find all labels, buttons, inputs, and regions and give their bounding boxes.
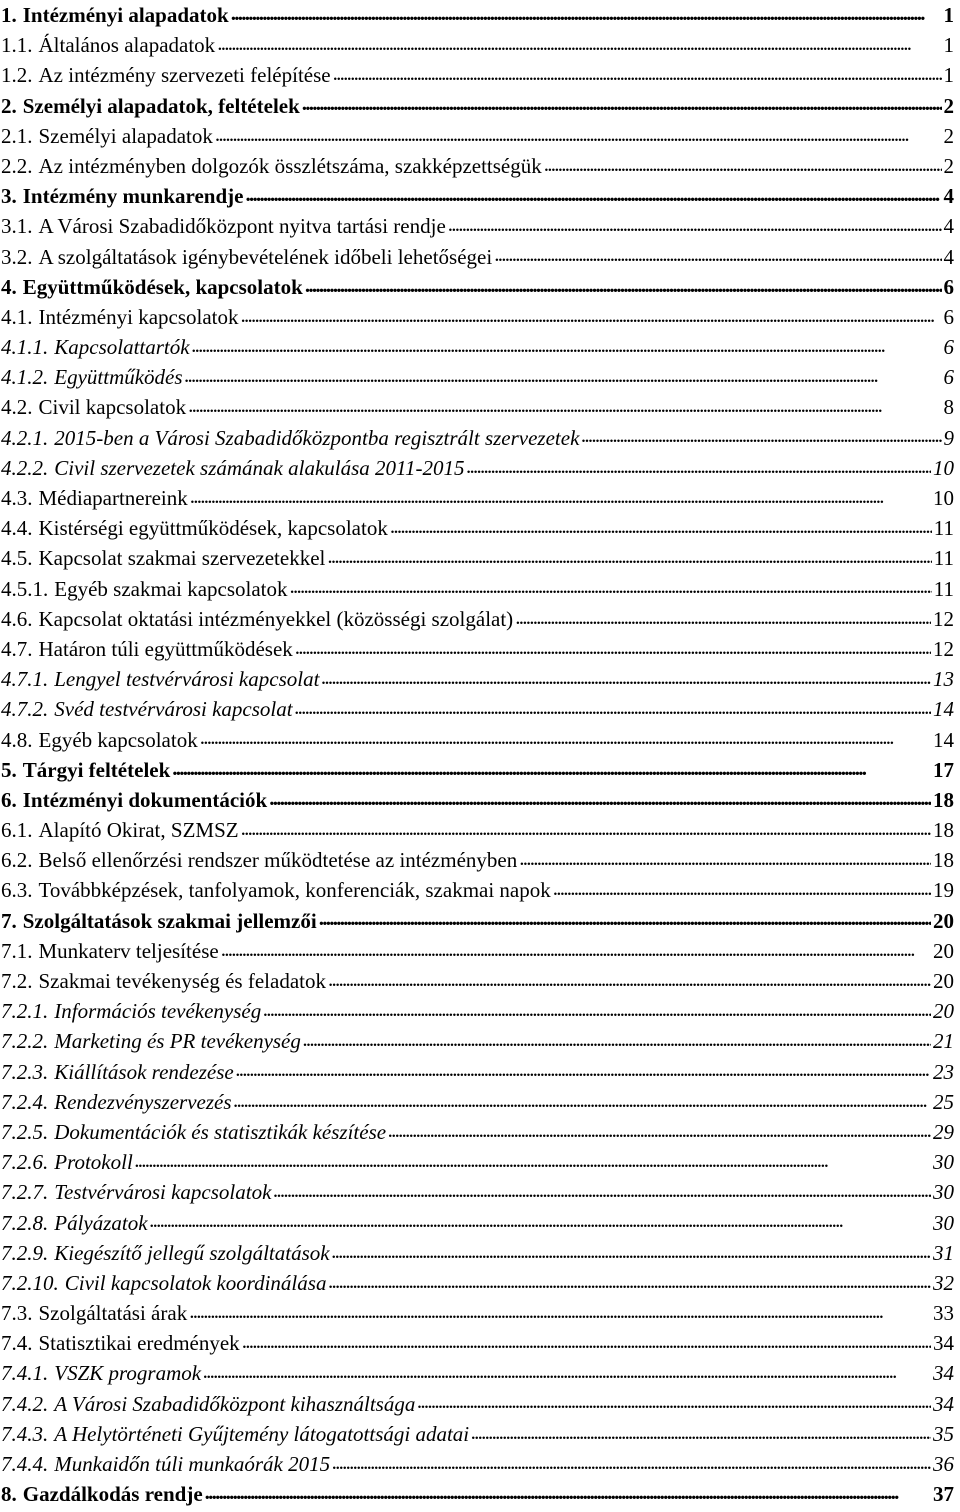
toc-entry-page: 4 bbox=[943, 244, 954, 269]
toc-entry-number: 4.3. bbox=[1, 486, 33, 510]
toc-entry-page: 36 bbox=[933, 1452, 954, 1476]
toc-dot-leader bbox=[290, 575, 932, 596]
toc-entry-title: Szakmai tevékenység és feladatok bbox=[38, 969, 326, 993]
toc-entry-title: Szolgáltatások szakmai jellemzői bbox=[22, 908, 317, 933]
toc-dot-leader bbox=[471, 1420, 931, 1441]
toc-entry-page: 20 bbox=[933, 938, 954, 963]
toc-entry-number: 2.1. bbox=[1, 123, 33, 148]
toc-dot-leader bbox=[190, 484, 931, 505]
toc-entry-page: 29 bbox=[933, 1119, 954, 1144]
toc-entry-page: 10 bbox=[933, 455, 954, 480]
toc-entry-page: 19 bbox=[933, 878, 954, 903]
toc-entry[interactable] bbox=[1, 30, 954, 60]
toc-entry-title: Általános alapadatok bbox=[38, 33, 216, 58]
toc-entry-title: A Helytörténeti Gyűjtemény látogatottsági adatai bbox=[54, 1421, 470, 1446]
toc-entry[interactable] bbox=[1, 483, 954, 513]
toc-entry-number: 7.4. bbox=[1, 1331, 33, 1356]
toc-entry-number: 4.7.1. bbox=[1, 667, 49, 692]
toc-entry[interactable] bbox=[1, 0, 954, 30]
toc-entry[interactable] bbox=[1, 1389, 954, 1419]
toc-entry[interactable] bbox=[1, 725, 954, 755]
toc-entry-number: 4.2.1. bbox=[1, 425, 49, 450]
toc-entry-page: 20 bbox=[933, 999, 954, 1024]
toc-entry-number: 6.1. bbox=[1, 818, 33, 843]
toc-entry-number: 4.5. bbox=[1, 546, 33, 571]
toc-dot-leader bbox=[200, 726, 931, 747]
toc-entry[interactable] bbox=[1, 60, 954, 90]
toc-entry[interactable] bbox=[1, 815, 954, 845]
toc-entry[interactable] bbox=[1, 392, 954, 422]
toc-entry[interactable] bbox=[1, 906, 954, 936]
toc-entry-page: 6 bbox=[943, 274, 954, 299]
toc-entry[interactable] bbox=[1, 453, 954, 483]
toc-dot-leader bbox=[150, 1209, 931, 1230]
toc-entry[interactable] bbox=[1, 875, 954, 905]
toc-entry-title: Civil kapcsolatok koordinálása bbox=[64, 1270, 327, 1295]
toc-entry-number: 4.4. bbox=[1, 516, 33, 541]
toc-entry-number: 5. bbox=[1, 757, 17, 782]
toc-entry-page: 2 bbox=[943, 93, 954, 118]
toc-entry-page: 6 bbox=[943, 335, 954, 360]
toc-entry-number: 7.2.9. bbox=[1, 1240, 49, 1265]
toc-entry-number: 7.2.4. bbox=[1, 1089, 49, 1114]
toc-entry-page: 2 bbox=[943, 123, 954, 148]
toc-entry-number: 3.2. bbox=[1, 244, 33, 269]
toc-entry-page: 12 bbox=[933, 636, 954, 661]
toc-entry-page: 12 bbox=[933, 606, 954, 631]
toc-entry-title: Munkaidőn túli munkaórák 2015 bbox=[54, 1452, 331, 1476]
toc-dot-leader bbox=[189, 1299, 931, 1320]
toc-entry[interactable] bbox=[1, 1268, 954, 1298]
toc-entry-title: Médiapartnereink bbox=[38, 486, 188, 510]
toc-entry[interactable] bbox=[1, 1238, 954, 1268]
toc-entry-title: Az intézmény szervezeti felépítése bbox=[38, 63, 331, 88]
toc-entry-title: Munkaterv teljesítése bbox=[38, 938, 219, 963]
toc-entry-title: Belső ellenőrzési rendszer működtetése az intézményben bbox=[38, 848, 518, 873]
toc-dot-leader bbox=[305, 273, 942, 294]
toc-dot-leader bbox=[417, 1390, 931, 1411]
toc-dot-leader bbox=[192, 333, 942, 354]
toc-entry-number: 6.2. bbox=[1, 848, 33, 873]
toc-entry-number: 4.7. bbox=[1, 636, 33, 661]
toc-entry[interactable] bbox=[1, 1479, 954, 1509]
toc-entry-title: Együttműködések, kapcsolatok bbox=[22, 274, 303, 299]
toc-entry-page: 18 bbox=[933, 848, 954, 873]
toc-dot-leader bbox=[302, 92, 942, 113]
toc-entry[interactable] bbox=[1, 755, 954, 785]
toc-entry-number: 8. bbox=[1, 1482, 17, 1507]
toc-dot-leader bbox=[328, 1269, 931, 1290]
toc-entry-number: 4.2.2. bbox=[1, 455, 49, 480]
toc-entry-title: Svéd testvérvárosi kapcsolat bbox=[54, 697, 293, 722]
toc-entry-title: Rendezvényszervezés bbox=[54, 1089, 232, 1114]
toc-dot-leader bbox=[185, 363, 942, 384]
toc-entry-number: 7.2.7. bbox=[1, 1180, 49, 1205]
toc-entry-title: Lengyel testvérvárosi kapcsolat bbox=[54, 667, 320, 692]
toc-entry-title: Marketing és PR tevékenység bbox=[54, 1029, 301, 1054]
toc-entry[interactable] bbox=[1, 634, 954, 664]
toc-entry-page: 37 bbox=[933, 1482, 954, 1507]
toc-dot-leader bbox=[553, 876, 931, 897]
toc-dot-leader bbox=[203, 1359, 931, 1380]
toc-entry-page: 6 bbox=[943, 304, 954, 329]
toc-entry[interactable] bbox=[1, 423, 954, 453]
toc-dot-leader bbox=[172, 756, 931, 777]
toc-entry-number: 4.8. bbox=[1, 727, 33, 752]
toc-dot-leader bbox=[236, 1058, 931, 1079]
toc-entry[interactable] bbox=[1, 1026, 954, 1056]
toc-entry-page: 11 bbox=[933, 576, 954, 601]
toc-entry-title: VSZK programok bbox=[54, 1361, 202, 1386]
toc-entry-number: 7.2.8. bbox=[1, 1210, 49, 1235]
toc-dot-leader bbox=[333, 61, 942, 82]
toc-entry-title: Testvérvárosi kapcsolatok bbox=[54, 1180, 272, 1205]
toc-dot-leader bbox=[515, 605, 931, 626]
toc-entry[interactable] bbox=[1, 1419, 954, 1449]
toc-dot-leader bbox=[205, 1480, 931, 1501]
toc-entry-page: 20 bbox=[933, 969, 954, 993]
toc-entry-title: Intézményi alapadatok bbox=[22, 3, 229, 27]
toc-dot-leader bbox=[245, 182, 941, 203]
toc-dot-leader bbox=[321, 665, 931, 686]
toc-dot-leader bbox=[217, 31, 941, 52]
toc-entry-page: 4 bbox=[943, 184, 954, 209]
toc-entry[interactable] bbox=[1, 1087, 954, 1117]
toc-entry-page: 11 bbox=[933, 546, 954, 571]
toc-entry[interactable] bbox=[1, 1358, 954, 1388]
toc-entry-number: 1. bbox=[1, 3, 17, 27]
toc-entry-page: 1 bbox=[943, 3, 954, 27]
toc-entry-title: Kiállítások rendezése bbox=[54, 1059, 234, 1084]
toc-entry-page: 33 bbox=[933, 1301, 954, 1326]
toc-entry[interactable] bbox=[1, 1449, 954, 1479]
toc-dot-leader bbox=[319, 907, 931, 928]
toc-dot-leader bbox=[494, 243, 941, 264]
toc-entry-page: 18 bbox=[933, 818, 954, 843]
toc-dot-leader bbox=[215, 122, 942, 143]
toc-dot-leader bbox=[544, 152, 942, 173]
toc-entry-page: 32 bbox=[933, 1270, 954, 1295]
toc-entry-number: 3.1. bbox=[1, 214, 33, 239]
toc-entry-title: Kapcsolattartók bbox=[54, 335, 190, 360]
toc-entry[interactable] bbox=[1, 242, 954, 272]
toc-entry-number: 7.4.4. bbox=[1, 1452, 49, 1476]
toc-dot-leader bbox=[448, 212, 942, 233]
toc-entry-number: 7.3. bbox=[1, 1301, 33, 1326]
toc-entry-page: 8 bbox=[943, 395, 954, 420]
toc-entry-number: 6.3. bbox=[1, 878, 33, 903]
toc-entry[interactable] bbox=[1, 785, 954, 815]
toc-dot-leader bbox=[328, 967, 931, 988]
toc-entry[interactable] bbox=[1, 151, 954, 181]
toc-entry-page: 30 bbox=[933, 1180, 954, 1205]
toc-dot-leader bbox=[581, 424, 941, 445]
toc-entry-number: 4. bbox=[1, 274, 17, 299]
toc-entry-title: Civil szervezetek számának alakulása 2011-2015 bbox=[54, 455, 465, 480]
toc-dot-leader bbox=[327, 544, 931, 565]
toc-entry-number: 2.2. bbox=[1, 153, 33, 178]
toc-entry-number: 7.4.2. bbox=[1, 1391, 49, 1416]
toc-entry[interactable] bbox=[1, 1298, 954, 1328]
toc-entry[interactable] bbox=[1, 604, 954, 634]
toc-entry-title: Kapcsolat szakmai szervezetekkel bbox=[38, 546, 326, 571]
toc-entry[interactable] bbox=[1, 91, 954, 121]
toc-entry-page: 18 bbox=[933, 787, 954, 812]
toc-entry-page: 14 bbox=[933, 727, 954, 752]
toc-entry-page: 11 bbox=[933, 516, 954, 541]
toc-entry[interactable] bbox=[1, 513, 954, 543]
toc-entry[interactable] bbox=[1, 996, 954, 1026]
toc-entry-number: 7.2.6. bbox=[1, 1150, 49, 1175]
toc-entry-number: 7.4.3. bbox=[1, 1421, 49, 1446]
toc-entry-title: Kiegészítő jellegű szolgáltatások bbox=[54, 1240, 330, 1265]
toc-entry-number: 1.1. bbox=[1, 33, 33, 58]
toc-entry-page: 23 bbox=[933, 1059, 954, 1084]
toc-entry[interactable] bbox=[1, 332, 954, 362]
toc-entry-title: Továbbképzések, tanfolyamok, konferenciák, szakmai napok bbox=[38, 878, 551, 903]
toc-dot-leader bbox=[390, 514, 932, 535]
toc-entry-title: Dokumentációk és statisztikák készítése bbox=[54, 1119, 387, 1144]
toc-entry[interactable] bbox=[1, 272, 954, 302]
toc-entry-title: Határon túli együttműködések bbox=[38, 636, 293, 661]
toc-entry-number: 7.4.1. bbox=[1, 1361, 49, 1386]
toc-dot-leader bbox=[466, 454, 931, 475]
toc-entry-title: Statisztikai eredmények bbox=[38, 1331, 240, 1356]
toc-dot-leader bbox=[303, 1027, 931, 1048]
toc-entry-title: Kistérségi együttműködések, kapcsolatok bbox=[38, 516, 388, 541]
toc-entry-number: 4.5.1. bbox=[1, 576, 49, 601]
toc-entry-number: 7.2.3. bbox=[1, 1059, 49, 1084]
toc-entry[interactable] bbox=[1, 1147, 954, 1177]
toc-entry-title: Az intézményben dolgozók összlétszáma, szakképzettségük bbox=[38, 153, 542, 178]
toc-entry-number: 2. bbox=[1, 93, 17, 118]
toc-entry-number: 7.2.5. bbox=[1, 1119, 49, 1144]
toc-entry-title: Tárgyi feltételek bbox=[22, 757, 171, 782]
toc-entry-page: 4 bbox=[943, 214, 954, 239]
toc-entry-title: Intézmény munkarendje bbox=[22, 184, 244, 209]
toc-entry[interactable] bbox=[1, 362, 954, 392]
toc-entry-number: 7.2.2. bbox=[1, 1029, 49, 1054]
toc-dot-leader bbox=[273, 1178, 931, 1199]
toc-entry-title: Protokoll bbox=[54, 1150, 133, 1175]
toc-entry-title: Alapító Okirat, SZMSZ bbox=[38, 818, 239, 843]
toc-entry-title: Gazdálkodás rendje bbox=[22, 1482, 203, 1507]
toc-entry-title: Kapcsolat oktatási intézményekkel (közösségi szolgálat) bbox=[38, 606, 514, 631]
toc-dot-leader bbox=[388, 1118, 931, 1139]
toc-entry-number: 4.6. bbox=[1, 606, 33, 631]
toc-dot-leader bbox=[241, 303, 942, 324]
toc-entry-number: 6. bbox=[1, 787, 17, 812]
toc-entry-page: 25 bbox=[933, 1089, 954, 1114]
toc-dot-leader bbox=[221, 937, 931, 958]
toc-entry-page: 1 bbox=[943, 63, 954, 88]
toc-entry-number: 7.1. bbox=[1, 938, 33, 963]
toc-entry-page: 10 bbox=[933, 486, 954, 510]
toc-dot-leader bbox=[188, 393, 941, 414]
toc-dot-leader bbox=[519, 846, 931, 867]
toc-entry[interactable] bbox=[1, 845, 954, 875]
toc-dot-leader bbox=[241, 816, 931, 837]
toc-entry-page: 34 bbox=[933, 1391, 954, 1416]
toc-entry-page: 34 bbox=[933, 1331, 954, 1356]
toc-dot-leader bbox=[269, 786, 931, 807]
toc-dot-leader bbox=[242, 1329, 931, 1350]
toc-entry-number: 3. bbox=[1, 184, 17, 209]
toc-entry-page: 31 bbox=[933, 1240, 954, 1265]
toc-dot-leader bbox=[234, 1088, 932, 1109]
toc-entry-title: Szolgáltatási árak bbox=[38, 1301, 188, 1326]
toc-dot-leader bbox=[231, 1, 942, 22]
toc-entry-title: Intézményi dokumentációk bbox=[22, 787, 268, 812]
toc-entry[interactable] bbox=[1, 211, 954, 241]
toc-entry[interactable] bbox=[1, 694, 954, 724]
toc-entry-number: 7.2. bbox=[1, 969, 33, 993]
toc-entry-title: Egyéb szakmai kapcsolatok bbox=[54, 576, 288, 601]
toc-entry[interactable] bbox=[1, 181, 954, 211]
toc-entry-number: 4.1. bbox=[1, 304, 33, 329]
toc-entry-page: 1 bbox=[943, 33, 954, 58]
toc-entry-number: 7. bbox=[1, 908, 17, 933]
toc-entry-number: 4.7.2. bbox=[1, 697, 49, 722]
toc-entry-title: Személyi alapadatok, feltételek bbox=[22, 93, 300, 118]
toc-entry-page: 2 bbox=[943, 153, 954, 178]
toc-entry-page: 6 bbox=[943, 365, 954, 390]
toc-entry-number: 1.2. bbox=[1, 63, 33, 88]
toc-entry-page: 20 bbox=[933, 908, 954, 933]
toc-entry[interactable] bbox=[1, 302, 954, 332]
toc-entry[interactable] bbox=[1, 1328, 954, 1358]
toc-entry-number: 4.1.2. bbox=[1, 365, 49, 390]
toc-entry-page: 30 bbox=[933, 1150, 954, 1175]
toc-entry-page: 34 bbox=[933, 1361, 954, 1386]
toc-entry[interactable] bbox=[1, 936, 954, 966]
toc-dot-leader bbox=[135, 1148, 931, 1169]
toc-entry-title: Információs tevékenység bbox=[54, 999, 262, 1024]
toc-dot-leader bbox=[263, 997, 931, 1018]
toc-entry[interactable] bbox=[1, 966, 954, 996]
toc-entry-title: Együttműködés bbox=[54, 365, 183, 390]
toc-entry-page: 30 bbox=[933, 1210, 954, 1235]
toc-entry[interactable] bbox=[1, 574, 954, 604]
toc-entry-title: A szolgáltatások igénybevételének időbeli lehetőségei bbox=[38, 244, 493, 269]
toc-entry[interactable] bbox=[1, 1208, 954, 1238]
toc-entry-number: 7.2.10. bbox=[1, 1270, 59, 1295]
toc-entry-title: A Városi Szabadidőközpont kihasználtsága bbox=[54, 1391, 416, 1416]
toc-entry-title: Intézményi kapcsolatok bbox=[38, 304, 239, 329]
toc-entry-page: 21 bbox=[933, 1029, 954, 1054]
toc-entry-number: 7.2.1. bbox=[1, 999, 49, 1024]
toc-dot-leader bbox=[295, 635, 931, 656]
toc-entry-page: 14 bbox=[933, 697, 954, 722]
toc-entry[interactable] bbox=[1, 1057, 954, 1087]
toc-entry-page: 13 bbox=[933, 667, 954, 692]
toc-dot-leader bbox=[332, 1239, 931, 1260]
toc-entry-title: Civil kapcsolatok bbox=[38, 395, 187, 420]
toc-entry[interactable] bbox=[1, 121, 954, 151]
toc-entry-page: 9 bbox=[943, 425, 954, 450]
toc-entry[interactable] bbox=[1, 1117, 954, 1147]
toc-entry-title: A Városi Szabadidőközpont nyitva tartási rendje bbox=[38, 214, 446, 239]
toc-entry[interactable] bbox=[1, 664, 954, 694]
toc-entry[interactable] bbox=[1, 543, 954, 573]
toc-entry-title: Személyi alapadatok bbox=[38, 123, 213, 148]
toc-entry[interactable] bbox=[1, 1177, 954, 1207]
toc-entry-title: Pályázatok bbox=[54, 1210, 148, 1235]
toc-entry-page: 17 bbox=[933, 757, 954, 782]
toc-dot-leader bbox=[295, 695, 931, 716]
toc-entry-number: 4.2. bbox=[1, 395, 33, 420]
toc-entry-title: Egyéb kapcsolatok bbox=[38, 727, 198, 752]
toc-entry-page: 35 bbox=[933, 1421, 954, 1446]
toc-dot-leader bbox=[332, 1450, 931, 1471]
toc-entry-number: 4.1.1. bbox=[1, 335, 49, 360]
toc-entry-title: 2015-ben a Városi Szabadidőközpontba regisztrált szervezetek bbox=[54, 425, 580, 450]
